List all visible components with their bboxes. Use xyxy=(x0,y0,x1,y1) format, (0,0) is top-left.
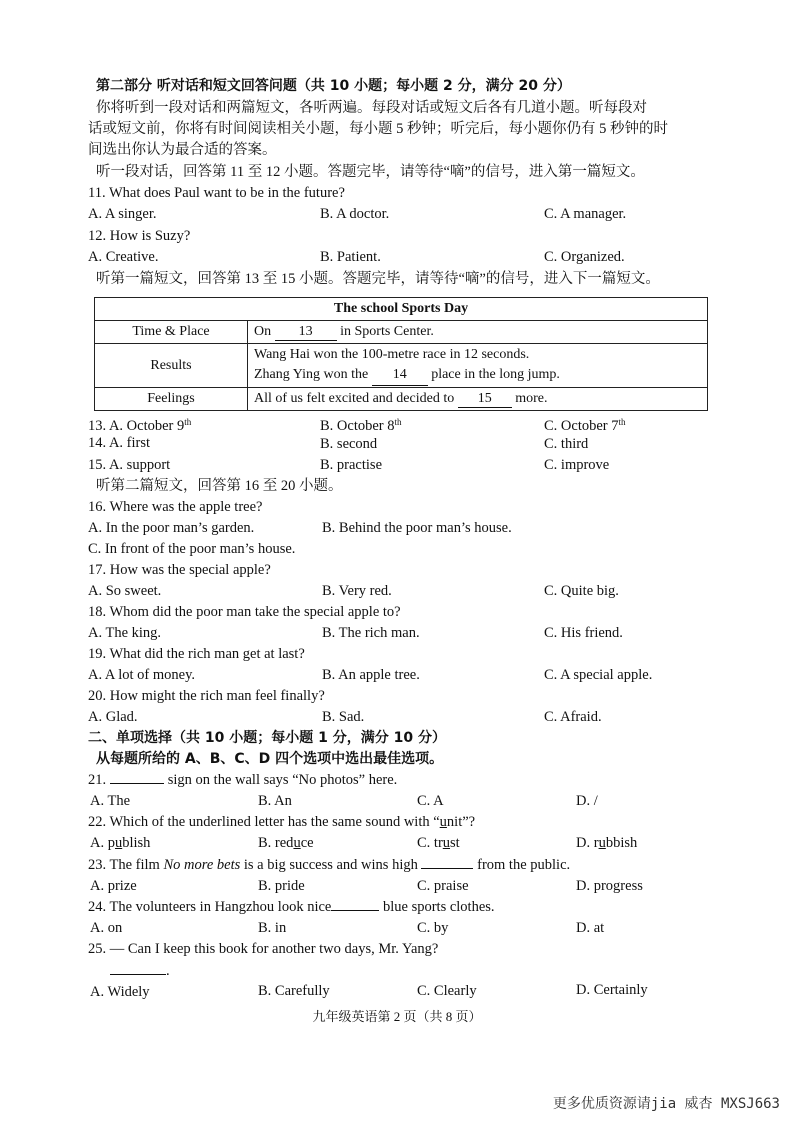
q17-option-b[interactable]: B. Very red. xyxy=(322,583,392,599)
q25-option-b[interactable]: B. Carefully xyxy=(258,983,330,999)
q12-stem: 12. How is Suzy? xyxy=(88,228,191,244)
q20-option-c[interactable]: C. Afraid. xyxy=(544,709,602,725)
table-cell-results: Wang Hai won the 100-metre race in 12 seconds. Zhang Ying won the 14 place in the long jump. xyxy=(248,344,708,388)
q19-option-b[interactable]: B. An apple tree. xyxy=(322,667,420,683)
q15-option-b[interactable]: B. practise xyxy=(320,457,383,473)
q21-option-a[interactable]: A. The xyxy=(90,793,131,809)
q23-option-d[interactable]: D. progress xyxy=(576,878,643,894)
q14-option-b[interactable]: B. second xyxy=(320,436,378,452)
q14-option-c[interactable]: C. third xyxy=(544,436,589,452)
q18-stem: 18. Whom did the poor man take the special apple to? xyxy=(88,604,401,620)
q12-option-b[interactable]: B. Patient. xyxy=(320,249,381,265)
q22-stem: 22. Which of the underlined letter has the same sound with “unit”? xyxy=(88,814,476,830)
q19-option-a[interactable]: A. A lot of money. xyxy=(88,667,196,683)
q12-option-a[interactable]: A. Creative. xyxy=(88,249,159,265)
q24-stem: 24. The volunteers in Hangzhou look nice blue sports clothes. xyxy=(88,899,495,915)
table-label-results: Results xyxy=(95,344,248,388)
q18-option-b[interactable]: B. The rich man. xyxy=(322,625,420,641)
q23-stem: 23. The film No more bets is a big success and wins high from the public. xyxy=(88,857,571,873)
q21-option-c[interactable]: C. A xyxy=(417,793,444,809)
table-label-time-place: Time & Place xyxy=(95,321,248,344)
table-row xyxy=(95,298,708,321)
table-row xyxy=(95,344,708,388)
q16-stem: 16. Where was the apple tree? xyxy=(88,499,263,515)
part2-intro-line-2: 话或短文前，你将有时间阅读相关小题，每小题 5 秒钟；听完后，每小题你仍有 5 秒钟的时 xyxy=(88,121,668,137)
q24-option-d[interactable]: D. at xyxy=(576,920,605,936)
q12-option-c[interactable]: C. Organized. xyxy=(544,249,625,265)
dialog-instruction: 听一段对话，回答第 11 至 12 小题。答题完毕，请等待“嘀”的信号，进入第一篇短文。 xyxy=(96,164,645,180)
q21-option-d[interactable]: D. / xyxy=(576,793,598,809)
q14-option-a[interactable]: 14. A. first xyxy=(88,435,151,451)
q25-option-d[interactable]: D. Certainly xyxy=(576,982,648,998)
q17-option-a[interactable]: A. So sweet. xyxy=(88,583,162,599)
q21-option-b[interactable]: B. An xyxy=(258,793,292,809)
q13-option-c[interactable]: C. October 7th xyxy=(544,417,626,434)
q25-stem: 25. — Can I keep this book for another two days, Mr. Yang? xyxy=(88,941,439,957)
q24-option-b[interactable]: B. in xyxy=(258,920,287,936)
q13-option-b[interactable]: B. October 8th xyxy=(320,417,402,434)
q11-option-b[interactable]: B. A doctor. xyxy=(320,206,390,222)
q19-stem: 19. What did the rich man get at last? xyxy=(88,646,305,662)
watermark-text: 更多优质资源请jia 威杏 MXSJ663 xyxy=(552,1096,780,1112)
part2-intro-line-3: 间选出你认为最合适的答案。 xyxy=(88,142,277,158)
q25-option-c[interactable]: C. Clearly xyxy=(417,983,477,999)
q21-stem: 21. sign on the wall says “No photos” here. xyxy=(88,772,398,788)
blank-14: 14 xyxy=(372,365,428,386)
q24-option-c[interactable]: C. by xyxy=(417,920,449,936)
table-cell-feelings: All of us felt excited and decided to 15 more. xyxy=(248,388,708,411)
part2-title: 第二部分 听对话和短文回答问题（共 10 小题；每小题 2 分，满分 20 分） xyxy=(96,78,571,94)
blank-13: 13 xyxy=(275,324,337,341)
q20-option-b[interactable]: B. Sad. xyxy=(322,709,365,725)
table-row xyxy=(95,321,708,344)
table-row xyxy=(95,388,708,411)
part2-intro-line-1: 你将听到一段对话和两篇短文，各听两遍。每段对话或短文后各有几道小题。听每段对 xyxy=(96,100,647,116)
q18-option-a[interactable]: A. The king. xyxy=(88,625,162,641)
q23-option-b[interactable]: B. pride xyxy=(258,878,305,894)
q24-blank xyxy=(331,910,379,911)
q11-option-c[interactable]: C. A manager. xyxy=(544,206,627,222)
q22-option-c[interactable]: C. trust xyxy=(417,835,460,851)
q19-option-c[interactable]: C. A special apple. xyxy=(544,667,653,683)
q25-option-a[interactable]: A. Widely xyxy=(90,984,150,1000)
q20-stem: 20. How might the rich man feel finally? xyxy=(88,688,325,704)
q20-option-a[interactable]: A. Glad. xyxy=(88,709,138,725)
q25-blank xyxy=(110,974,166,975)
q11-option-a[interactable]: A. A singer. xyxy=(88,206,157,222)
blank-15: 15 xyxy=(458,391,512,408)
q23-option-a[interactable]: A. prize xyxy=(90,878,137,894)
q24-option-a[interactable]: A. on xyxy=(90,920,123,936)
q15-option-a[interactable]: 15. A. support xyxy=(88,457,171,473)
section2-instruction: 从每题所给的 A、B、C、D 四个选项中选出最佳选项。 xyxy=(96,751,444,767)
q16-option-a[interactable]: A. In the poor man’s garden. xyxy=(88,520,255,536)
q18-option-c[interactable]: C. His friend. xyxy=(544,625,623,641)
q16-option-b[interactable]: B. Behind the poor man’s house. xyxy=(322,520,512,536)
q17-stem: 17. How was the special apple? xyxy=(88,562,271,578)
section2-title: 二、单项选择（共 10 小题；每小题 1 分，满分 10 分） xyxy=(88,730,446,746)
q21-blank xyxy=(110,783,164,784)
page-footer: 九年级英语第 2 页（共 8 页） xyxy=(312,1009,482,1024)
sports-day-table xyxy=(94,297,708,411)
table-cell-time-place: On 13 in Sports Center. xyxy=(248,321,708,344)
q23-blank xyxy=(421,868,473,869)
q16-option-c[interactable]: C. In front of the poor man’s house. xyxy=(88,541,296,557)
q22-option-d[interactable]: D. rubbish xyxy=(576,835,638,851)
q22-option-b[interactable]: B. reduce xyxy=(258,835,314,851)
table-label-feelings: Feelings xyxy=(95,388,248,411)
q17-option-c[interactable]: C. Quite big. xyxy=(544,583,619,599)
q13-option-a[interactable]: 13. A. October 9th xyxy=(88,417,192,434)
q22-option-a[interactable]: A. publish xyxy=(90,835,151,851)
q15-option-c[interactable]: C. improve xyxy=(544,457,610,473)
passage2-instruction: 听第二篇短文，回答第 16 至 20 小题。 xyxy=(96,478,343,494)
q11-stem: 11. What does Paul want to be in the future? xyxy=(88,185,345,201)
passage1-instruction: 听第一篇短文，回答第 13 至 15 小题。答题完毕，请等待“嘀”的信号，进入下一篇短文。 xyxy=(96,271,660,287)
q23-option-c[interactable]: C. praise xyxy=(417,878,469,894)
table-title: The school Sports Day xyxy=(95,298,708,321)
q25-answer-line: . xyxy=(110,962,170,980)
